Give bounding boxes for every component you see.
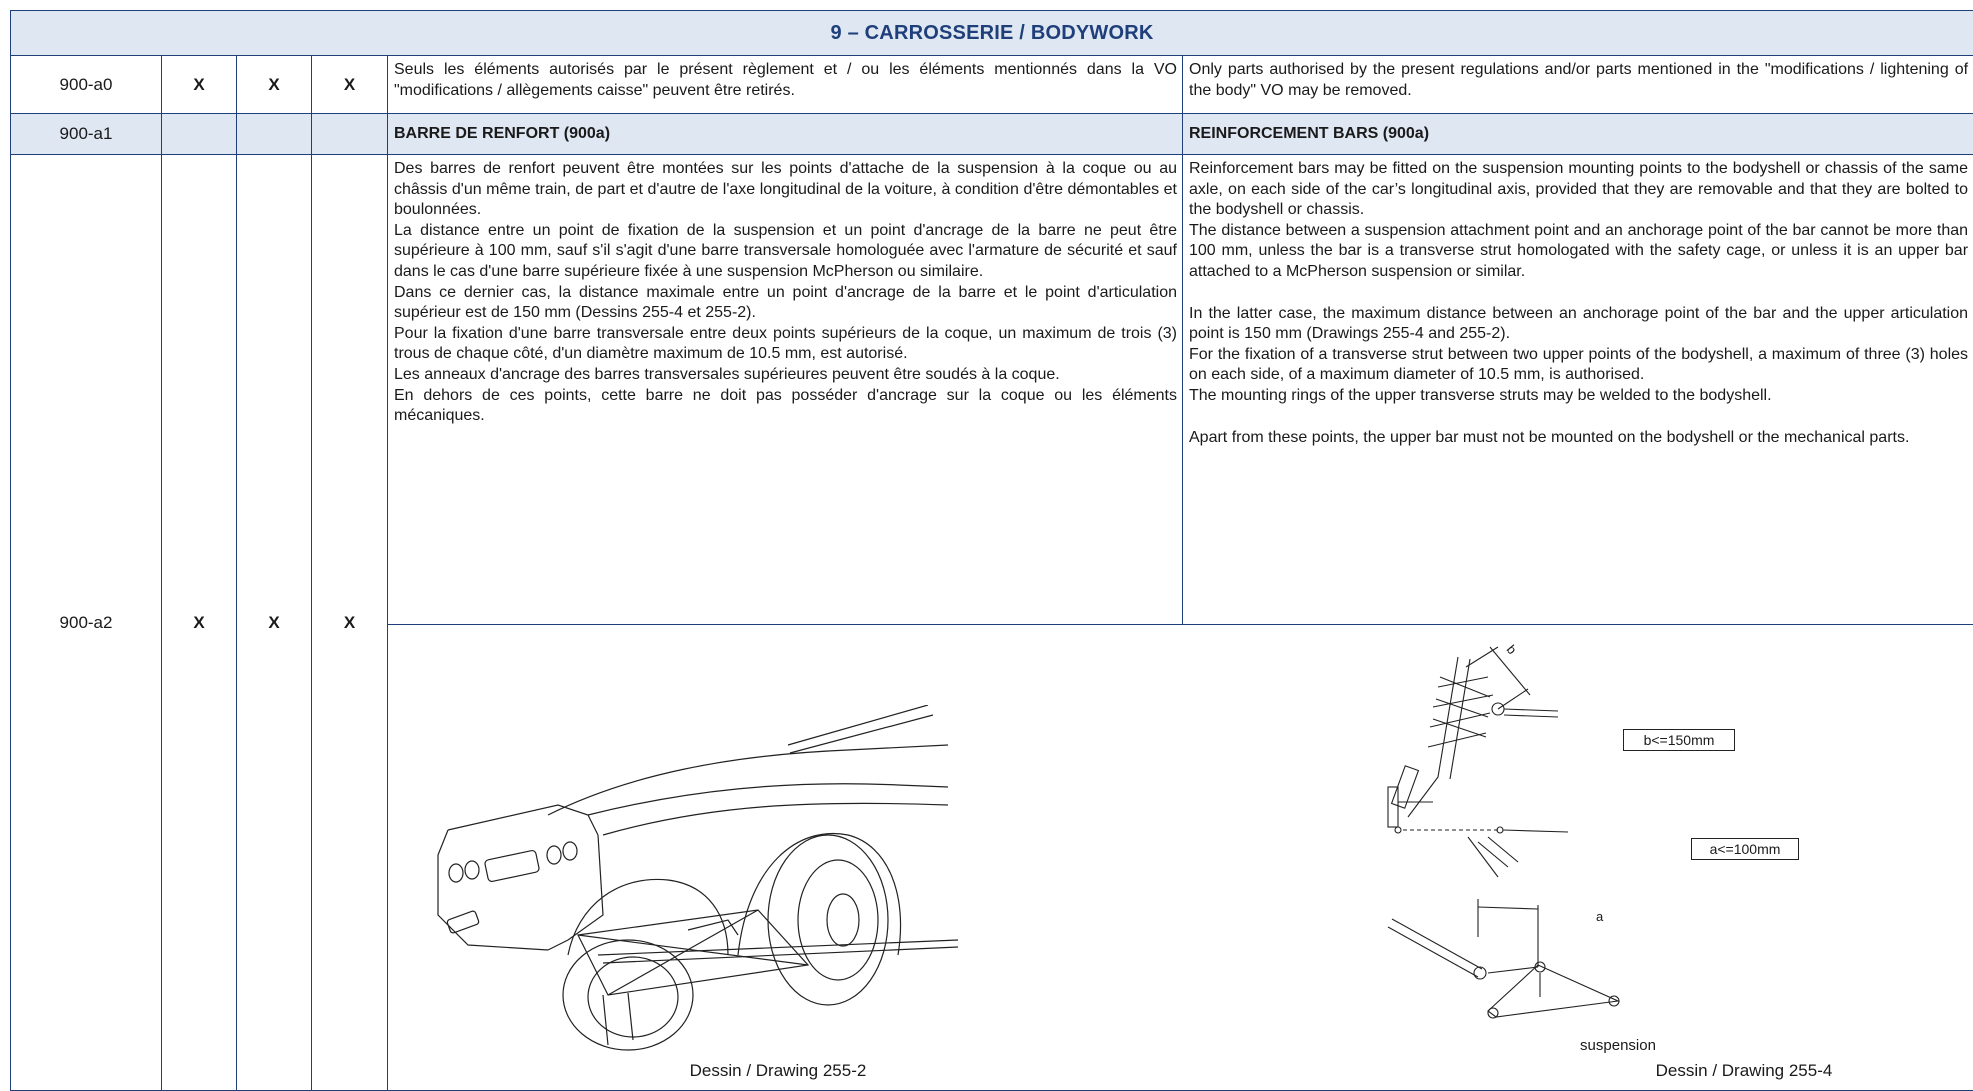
- french-text: [388, 155, 1183, 625]
- english-text: [1183, 155, 1973, 625]
- drawings-cell: [388, 625, 1973, 1091]
- paragraph: Les anneaux d'ancrage des barres transversales supérieures peuvent être soudés à la coque.: [394, 365, 1177, 386]
- paragraph: La distance entre un point de fixation de la suspension et un point d'ancrage de la barre ne peut être supérieure à 100 mm, sauf s'il s'agit d'une barre transversale homologuée avec l'armature de sécurité et sauf dans le cas d'une barre supérieure fixée à une suspension McPherson ou similaire.: [394, 221, 1177, 283]
- paragraph: The mounting rings of the upper transverse struts may be welded to the bodyshell.: [1189, 386, 1968, 407]
- applicability-mark: [237, 114, 312, 155]
- paragraph: En dehors de ces points, cette barre ne doit pas posséder d'ancrage sur la coque ou les éléments mécaniques.: [394, 386, 1177, 427]
- dimension-a-letter: a: [1596, 909, 1603, 924]
- applicability-mark: X: [162, 56, 237, 114]
- applicability-mark: X: [312, 56, 388, 114]
- paragraph: Reinforcement bars may be fitted on the suspension mounting points to the bodyshell or chassis of the same axle, on each side of the car’s longitudinal axis, provided that they are removable and that they are bolted to the bodyshell or chassis.: [1189, 159, 1968, 221]
- suspension-label: suspension: [1568, 1037, 1668, 1054]
- table-row: [11, 56, 1973, 114]
- applicability-mark: [162, 114, 237, 155]
- paragraph: Dans ce dernier cas, la distance maximale entre un point d'ancrage de la barre et le point d'articulation supérieur est de 150 mm (Dessins 255-4 et 255-2).: [394, 283, 1177, 324]
- applicability-mark: X: [237, 56, 312, 114]
- dimension-label-a: a<=100mm: [1691, 838, 1799, 860]
- article-code: 900-a1: [11, 114, 162, 155]
- applicability-mark: X: [312, 155, 388, 1091]
- paragraph: In the latter case, the maximum distance between an anchorage point of the bar and the upper articulation point is 150 mm (Drawings 255-4 and 255-2).: [1189, 304, 1968, 345]
- table-row: [11, 155, 1973, 625]
- paragraph: For the fixation of a transverse strut between two upper points of the bodyshell, a maximum of three (3) holes on each side, of a maximum diameter of 10.5 mm, is authorised.: [1189, 345, 1968, 386]
- drawing-caption-255-4: Dessin / Drawing 255-4: [1524, 1061, 1964, 1081]
- paragraph: Apart from these points, the upper bar must not be mounted on the bodyshell or the mechanical parts.: [1189, 428, 1968, 449]
- french-text: Seuls les éléments autorisés par le présent règlement et / ou les éléments mentionnés dans la VO "modifications / allègements caisse" peuvent être retirés.: [388, 56, 1183, 114]
- regulation-table: [10, 10, 1973, 1091]
- dimension-b-letter: b: [1504, 642, 1520, 657]
- paragraph: Des barres de renfort peuvent être montées sur les points d'attache de la suspension à la coque ou au châssis d'un même train, de part et d'autre de l'axe longitudinal de la voiture, à condition d'être démontables et boulonnées.: [394, 159, 1177, 221]
- drawing-caption-255-2: Dessin / Drawing 255-2: [548, 1061, 1008, 1081]
- applicability-mark: [312, 114, 388, 155]
- english-text: Only parts authorised by the present regulations and/or parts mentioned in the "modifications / lightening of the body" VO may be removed.: [1183, 56, 1973, 114]
- section-title: 9 – CARROSSERIE / BODYWORK: [11, 11, 1973, 56]
- english-heading: REINFORCEMENT BARS (900a): [1183, 114, 1973, 155]
- car-strut-bar-drawing: [428, 705, 988, 1055]
- table-row: [11, 114, 1973, 155]
- paragraph: Pour la fixation d'une barre transversale entre deux points supérieurs de la coque, un maximum de trois (3) trous de chaque côté, d'un diamètre maximum de 10.5 mm, est autorisé.: [394, 324, 1177, 365]
- french-heading: BARRE DE RENFORT (900a): [388, 114, 1183, 155]
- dimension-label-b: b<=150mm: [1623, 729, 1735, 751]
- applicability-mark: X: [162, 155, 237, 1091]
- article-code: 900-a0: [11, 56, 162, 114]
- applicability-mark: X: [237, 155, 312, 1091]
- article-code: 900-a2: [11, 155, 162, 1091]
- paragraph: The distance between a suspension attachment point and an anchorage point of the bar cannot be more than 100 mm, unless the bar is a transverse strut homologated with the safety cage, or unless it is an upper bar attached to a McPherson suspension or similar.: [1189, 221, 1968, 283]
